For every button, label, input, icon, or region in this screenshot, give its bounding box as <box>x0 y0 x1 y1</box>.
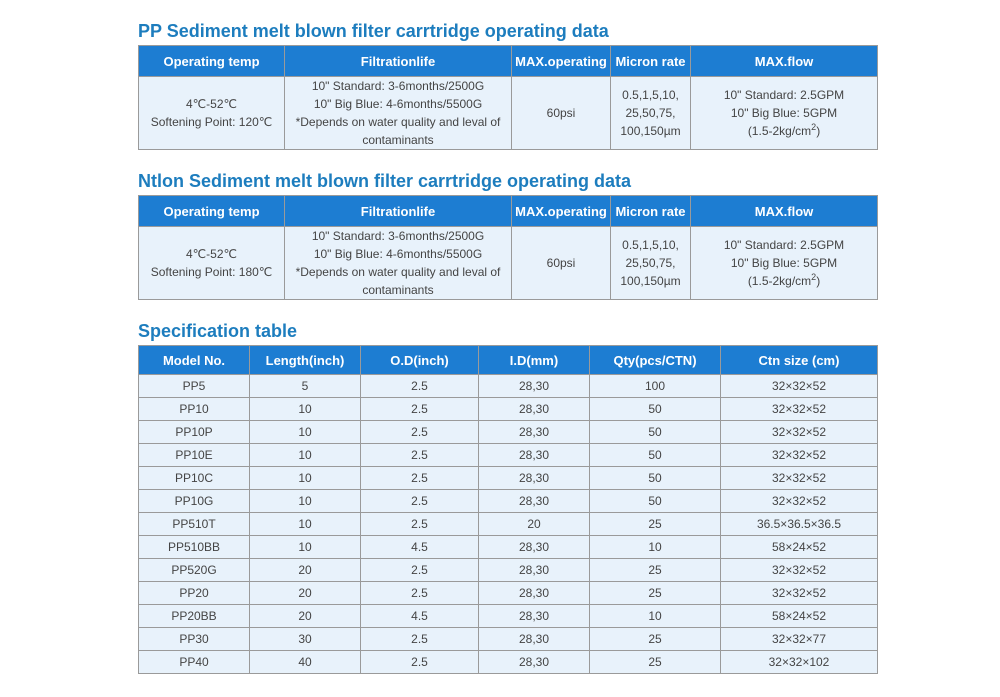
life-note: *Depends on water quality and leval of contaminants <box>295 115 501 147</box>
table-row <box>139 398 878 421</box>
cell-qty: 50 <box>590 490 721 513</box>
cell-od: 2.5 <box>361 467 479 490</box>
cell-length: 10 <box>250 421 361 444</box>
cell-ctn-size: 58×24×52 <box>721 605 878 628</box>
life-note: *Depends on water quality and leval of contaminants <box>295 265 501 297</box>
cell-od: 2.5 <box>361 421 479 444</box>
header-operating-temp: Operating temp <box>139 196 285 227</box>
cell-id: 20 <box>479 513 590 536</box>
header-max-operating: MAX.operating <box>512 46 611 77</box>
header-micron-rate: Micron rate <box>611 46 691 77</box>
table-row <box>139 559 878 582</box>
cell-ctn-size: 32×32×102 <box>721 651 878 674</box>
cell-id: 28,30 <box>479 536 590 559</box>
header-id: I.D(mm) <box>479 346 590 375</box>
table-row <box>139 536 878 559</box>
cell-qty: 25 <box>590 651 721 674</box>
cell-od: 2.5 <box>361 375 479 398</box>
specification-table <box>138 345 878 674</box>
cell-qty: 25 <box>590 513 721 536</box>
temp-range: 4℃-52℃ <box>186 97 237 111</box>
header-ctn-size: Ctn size (cm) <box>721 346 878 375</box>
cell-qty: 50 <box>590 467 721 490</box>
cell-model-no: PP10P <box>139 421 250 444</box>
flow-close-paren: ) <box>816 274 821 288</box>
filtration-life-cell <box>285 77 512 150</box>
cell-qty: 100 <box>590 375 721 398</box>
cell-length: 10 <box>250 490 361 513</box>
cell-qty: 10 <box>590 536 721 559</box>
cell-qty: 25 <box>590 582 721 605</box>
cell-qty: 50 <box>590 398 721 421</box>
cell-od: 2.5 <box>361 444 479 467</box>
table-row <box>139 582 878 605</box>
operating-temp-cell <box>139 77 285 150</box>
header-filtration-life: Filtrationlife <box>285 46 512 77</box>
cell-ctn-size: 32×32×52 <box>721 375 878 398</box>
cell-id: 28,30 <box>479 490 590 513</box>
flow-pressure-text: (1.5-2kg/cm <box>747 274 812 288</box>
flow-pressure-text: (1.5-2kg/cm <box>747 124 812 138</box>
table-row <box>139 375 878 398</box>
table-header-row <box>139 196 878 227</box>
cell-od: 2.5 <box>361 513 479 536</box>
flow-close-paren: ) <box>816 124 821 138</box>
table-row <box>139 444 878 467</box>
table-row <box>139 227 878 300</box>
cell-id: 28,30 <box>479 582 590 605</box>
cell-model-no: PP10C <box>139 467 250 490</box>
cell-model-no: PP5 <box>139 375 250 398</box>
flow-pressure <box>693 272 875 290</box>
cell-ctn-size: 32×32×52 <box>721 559 878 582</box>
cell-ctn-size: 32×32×52 <box>721 421 878 444</box>
header-model-no: Model No. <box>139 346 250 375</box>
cell-ctn-size: 32×32×52 <box>721 398 878 421</box>
filtration-life-cell <box>285 227 512 300</box>
max-flow-cell <box>691 227 878 300</box>
cell-qty: 50 <box>590 421 721 444</box>
cell-id: 28,30 <box>479 651 590 674</box>
cell-id: 28,30 <box>479 605 590 628</box>
cell-length: 30 <box>250 628 361 651</box>
header-max-flow: MAX.flow <box>691 196 878 227</box>
life-big-blue: 10" Big Blue: 4-6months/5500G <box>313 247 483 261</box>
micron-line: 100,150µm <box>620 274 681 288</box>
pp-operating-table <box>138 45 878 150</box>
flow-big-blue: 10" Big Blue: 5GPM <box>730 106 838 120</box>
cell-qty: 25 <box>590 628 721 651</box>
table-row <box>139 467 878 490</box>
cell-model-no: PP20BB <box>139 605 250 628</box>
header-qty: Qty(pcs/CTN) <box>590 346 721 375</box>
header-operating-temp: Operating temp <box>139 46 285 77</box>
micron-rate-cell <box>611 227 691 300</box>
cell-od: 4.5 <box>361 536 479 559</box>
table-row <box>139 605 878 628</box>
life-standard: 10" Standard: 3-6months/2500G <box>311 79 485 93</box>
cell-od: 2.5 <box>361 398 479 421</box>
cell-ctn-size: 32×32×52 <box>721 444 878 467</box>
cell-length: 10 <box>250 467 361 490</box>
header-max-operating: MAX.operating <box>512 196 611 227</box>
micron-rate-cell <box>611 77 691 150</box>
micron-line: 100,150µm <box>620 124 681 138</box>
cell-length: 10 <box>250 444 361 467</box>
flow-standard: 10" Standard: 2.5GPM <box>723 238 845 252</box>
header-od: O.D(inch) <box>361 346 479 375</box>
table-row <box>139 628 878 651</box>
flow-big-blue: 10" Big Blue: 5GPM <box>730 256 838 270</box>
max-operating-cell: 60psi <box>512 77 611 150</box>
cell-ctn-size: 32×32×52 <box>721 467 878 490</box>
flow-superscript: 2 <box>811 272 817 282</box>
cell-ctn-size: 32×32×52 <box>721 582 878 605</box>
cell-model-no: PP40 <box>139 651 250 674</box>
cell-model-no: PP20 <box>139 582 250 605</box>
cell-model-no: PP510T <box>139 513 250 536</box>
micron-line: 0.5,1,5,10, <box>622 88 679 102</box>
cell-model-no: PP10 <box>139 398 250 421</box>
cell-od: 4.5 <box>361 605 479 628</box>
pp-section-title: PP Sediment melt blown filter carrtridge operating data <box>138 21 609 41</box>
table-row <box>139 513 878 536</box>
header-length: Length(inch) <box>250 346 361 375</box>
table-row <box>139 77 878 150</box>
header-micron-rate: Micron rate <box>611 196 691 227</box>
max-operating-cell: 60psi <box>512 227 611 300</box>
cell-id: 28,30 <box>479 467 590 490</box>
cell-id: 28,30 <box>479 375 590 398</box>
cell-length: 10 <box>250 398 361 421</box>
cell-model-no: PP10G <box>139 490 250 513</box>
cell-model-no: PP30 <box>139 628 250 651</box>
cell-od: 2.5 <box>361 651 479 674</box>
cell-qty: 10 <box>590 605 721 628</box>
cell-ctn-size: 32×32×77 <box>721 628 878 651</box>
cell-length: 10 <box>250 513 361 536</box>
operating-temp-cell <box>139 227 285 300</box>
softening-point: Softening Point: 180℃ <box>150 265 273 279</box>
cell-model-no: PP510BB <box>139 536 250 559</box>
header-max-flow: MAX.flow <box>691 46 878 77</box>
table-header-row <box>139 46 878 77</box>
softening-point: Softening Point: 120℃ <box>150 115 273 129</box>
temp-range: 4℃-52℃ <box>186 247 237 261</box>
cell-length: 40 <box>250 651 361 674</box>
cell-length: 5 <box>250 375 361 398</box>
cell-id: 28,30 <box>479 444 590 467</box>
cell-model-no: PP10E <box>139 444 250 467</box>
table-row <box>139 490 878 513</box>
cell-od: 2.5 <box>361 628 479 651</box>
cell-od: 2.5 <box>361 490 479 513</box>
cell-ctn-size: 36.5×36.5×36.5 <box>721 513 878 536</box>
table-row <box>139 651 878 674</box>
cell-od: 2.5 <box>361 582 479 605</box>
max-flow-cell <box>691 77 878 150</box>
cell-id: 28,30 <box>479 421 590 444</box>
nylon-section-title: Ntlon Sediment melt blown filter carrtridge operating data <box>138 171 632 191</box>
flow-pressure <box>693 122 875 140</box>
cell-model-no: PP520G <box>139 559 250 582</box>
cell-ctn-size: 58×24×52 <box>721 536 878 559</box>
spec-section-title: Specification table <box>138 321 298 341</box>
table-row <box>139 421 878 444</box>
cell-length: 20 <box>250 559 361 582</box>
life-big-blue: 10" Big Blue: 4-6months/5500G <box>313 97 483 111</box>
cell-id: 28,30 <box>479 559 590 582</box>
cell-od: 2.5 <box>361 559 479 582</box>
cell-length: 20 <box>250 582 361 605</box>
cell-id: 28,30 <box>479 628 590 651</box>
micron-line: 0.5,1,5,10, <box>622 238 679 252</box>
flow-standard: 10" Standard: 2.5GPM <box>723 88 845 102</box>
header-filtration-life: Filtrationlife <box>285 196 512 227</box>
cell-length: 10 <box>250 536 361 559</box>
cell-ctn-size: 32×32×52 <box>721 490 878 513</box>
cell-id: 28,30 <box>479 398 590 421</box>
cell-length: 20 <box>250 605 361 628</box>
flow-superscript: 2 <box>811 122 817 132</box>
cell-qty: 50 <box>590 444 721 467</box>
micron-line: 25,50,75, <box>625 106 676 120</box>
micron-line: 25,50,75, <box>625 256 676 270</box>
table-header-row <box>139 346 878 375</box>
cell-qty: 25 <box>590 559 721 582</box>
nylon-operating-table <box>138 195 878 300</box>
life-standard: 10" Standard: 3-6months/2500G <box>311 229 485 243</box>
